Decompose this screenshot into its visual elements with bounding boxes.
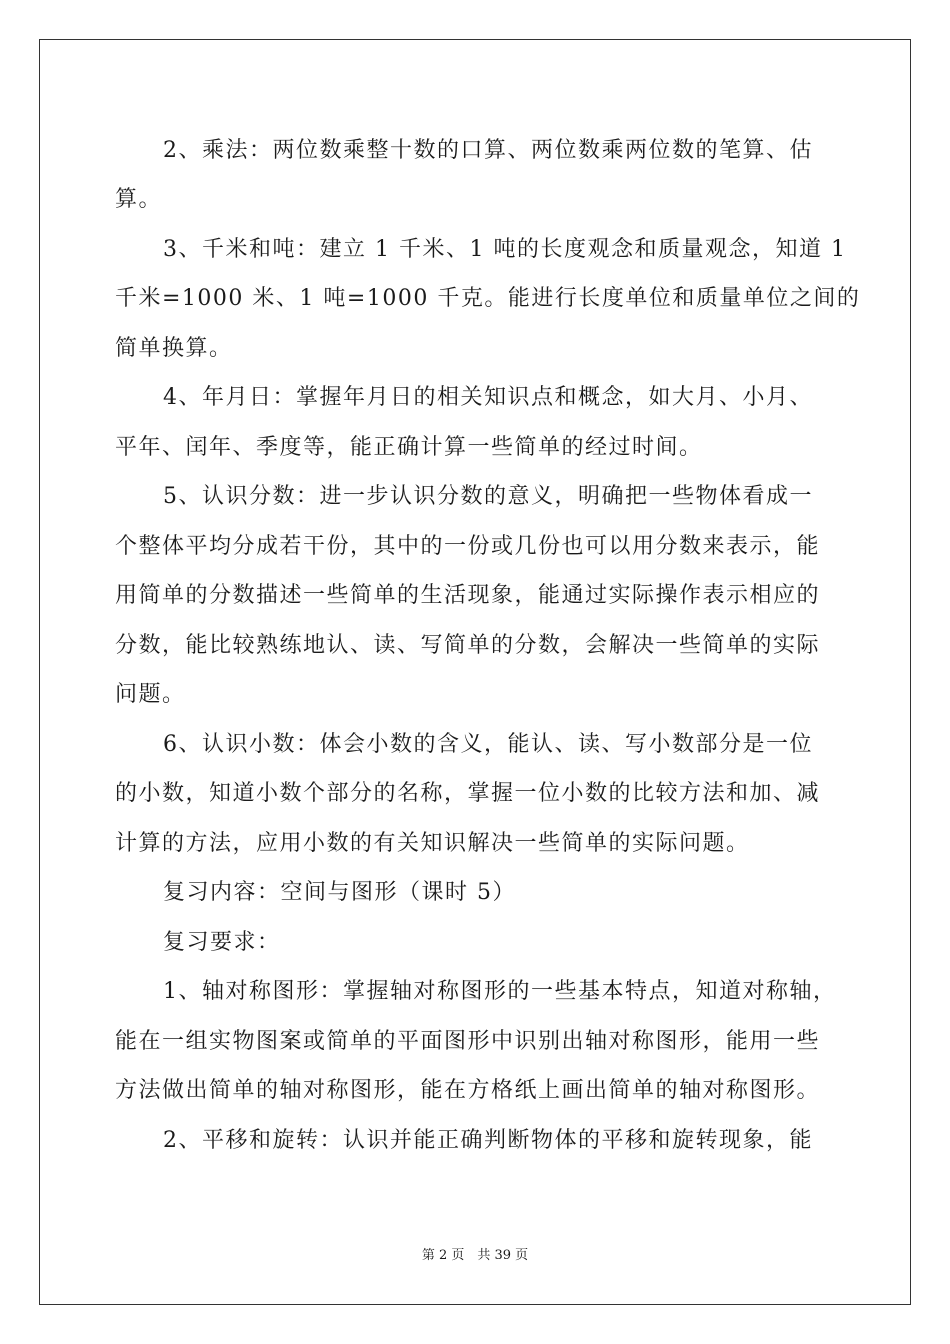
page-number: 第 2 页 共 39 页: [421, 1248, 529, 1263]
text-line: 6、认识小数：体会小数的含义，能认、读、写小数部分是一位: [163, 732, 813, 757]
text-line: 复习要求：: [163, 930, 281, 955]
text-line: 计算的方法，应用小数的有关知识解决一些简单的实际问题。: [115, 831, 750, 856]
text-line: 问题。: [115, 682, 186, 707]
text-line: 复习内容：空间与图形（课时 5）: [163, 880, 516, 905]
text-line: 的小数，知道小数个部分的名称，掌握一位小数的比较方法和加、减: [115, 781, 821, 806]
text-line: 平年、闰年、季度等，能正确计算一些简单的经过时间。: [115, 435, 703, 460]
text-line: 简单换算。: [115, 336, 233, 361]
text-line: 千米=1000 米、1 吨=1000 千克。能进行长度单位和质量单位之间的: [115, 286, 861, 311]
text-line: 1、轴对称图形：掌握轴对称图形的一些基本特点，知道对称轴，: [163, 979, 837, 1004]
text-line: 4、年月日：掌握年月日的相关知识点和概念，如大月、小月、: [163, 385, 813, 410]
text-line: 3、千米和吨：建立 1 千米、1 吨的长度观念和质量观念，知道 1: [163, 237, 847, 262]
text-line: 能在一组实物图案或简单的平面图形中识别出轴对称图形，能用一些: [115, 1029, 821, 1054]
page-border: [39, 39, 911, 1305]
text-line: 分数，能比较熟练地认、读、写简单的分数，会解决一些简单的实际: [115, 633, 821, 658]
text-line: 用简单的分数描述一些简单的生活现象，能通过实际操作表示相应的: [115, 583, 821, 608]
text-line: 5、认识分数：进一步认识分数的意义，明确把一些物体看成一: [163, 484, 813, 509]
text-line: 方法做出简单的轴对称图形，能在方格纸上画出简单的轴对称图形。: [115, 1078, 821, 1103]
text-line: 2、平移和旋转：认识并能正确判断物体的平移和旋转现象，能: [163, 1128, 813, 1153]
text-line: 算。: [115, 187, 163, 212]
text-line: 2、乘法：两位数乘整十数的口算、两位数乘两位数的笔算、估: [163, 138, 813, 163]
text-line: 个整体平均分成若干份，其中的一份或几份也可以用分数来表示，能: [115, 534, 821, 559]
